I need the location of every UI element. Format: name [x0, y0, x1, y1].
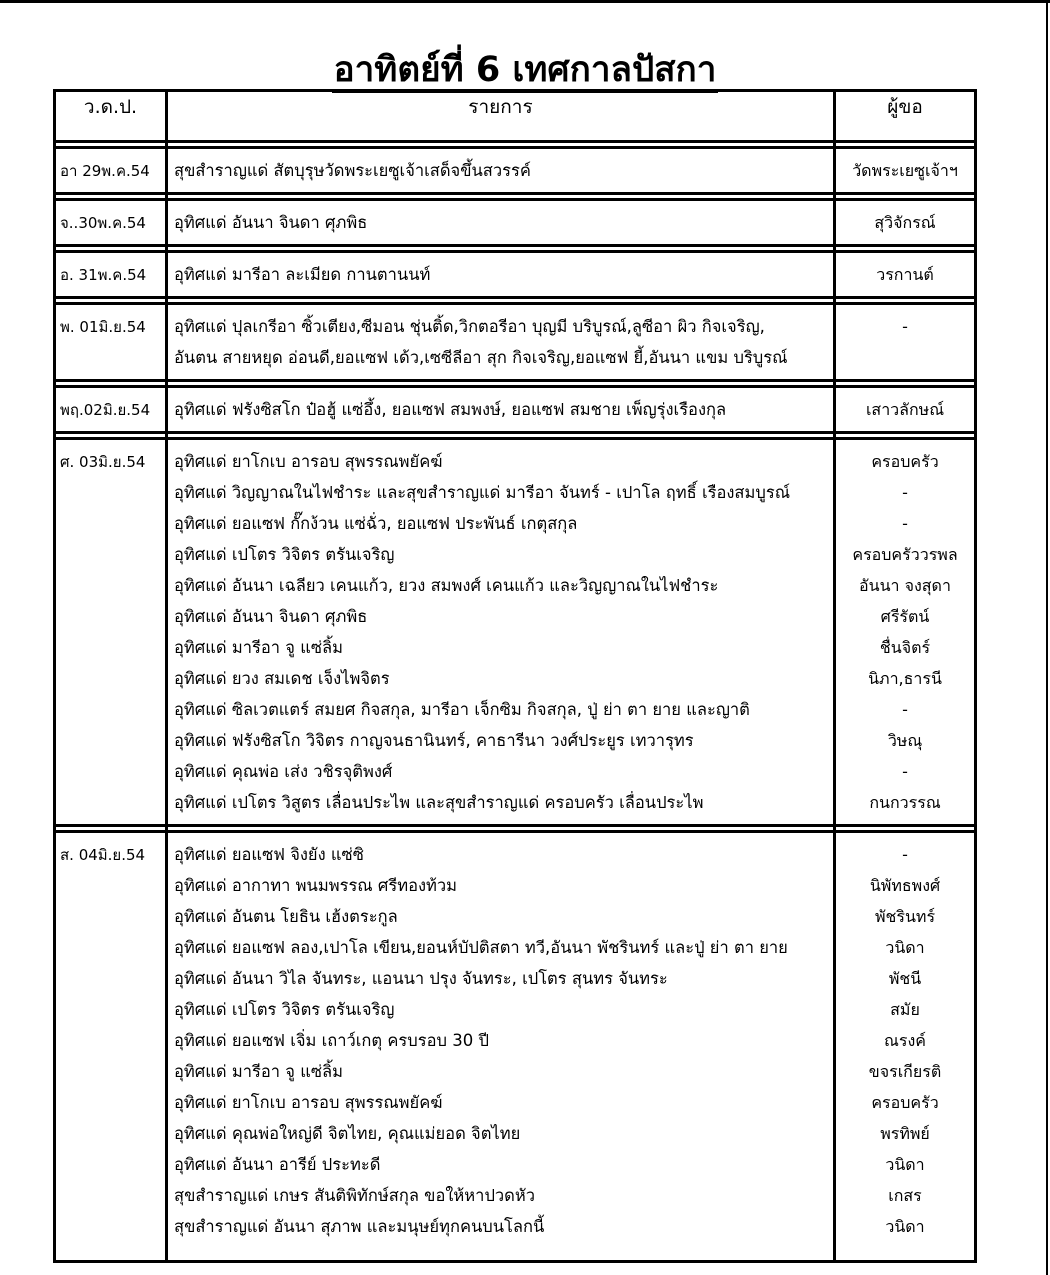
requester-line: เกสร: [888, 1186, 922, 1205]
row-requesters: [835, 387, 976, 433]
requester-line: ครอบครัว: [871, 452, 939, 471]
item-line: อุทิศแด่ มารีอา ละเมียด กานตานนท์: [174, 265, 431, 284]
item-line: อุทิศแด่ อันนา จินดา ศุภพิธ: [174, 607, 368, 626]
requester-line: วนิดา: [885, 1217, 925, 1236]
requester-line: สุวิจักรณ์: [874, 213, 936, 232]
requester-line: พัชนี: [888, 969, 922, 988]
requester-line: วรกานต์: [876, 265, 934, 284]
requester-line: กนกวรรณ: [869, 793, 941, 812]
requester-line: พัชรินทร์: [874, 907, 936, 926]
item-line: อุทิศแด่ เปโตร วิสูตร เลื่อนประไพ และสุขสำราญแด่ ครอบครัว เลื่อนประไพ: [174, 793, 704, 812]
item-line: อันตน สายหยุด อ่อนดี,ยอแซฟ เด้ว,เซซีลีอา สุก กิจเจริญ,ยอแซฟ ยี้,อันนา แขม บริบูรณ์: [174, 348, 788, 367]
item-line: อุทิศแด่ ปุลเกรีอา ซิ้วเตียง,ซีมอน ชุ่นติ้ด,วิกตอรีอา บุญมี บริบูรณ์,ลูซีอา ผิว กิจเจริญ,: [174, 317, 765, 336]
header-items: รายการ: [167, 91, 835, 142]
row-requesters: [835, 148, 976, 194]
page-title: อาทิตย์ที่ 6 เทศกาลปัสกา: [0, 44, 1050, 96]
row-items: [167, 304, 835, 381]
item-line: สุขสำราญแด่ สัตบุรุษวัดพระเยซูเจ้าเสด็จขึ้นสวรรค์: [174, 161, 531, 180]
item-line: อุทิศแด่ ฟรังซิสโก วิจิตร กาญจนธานินทร์, คาธารีนา วงศ์ประยูร เทวารุทร: [174, 731, 694, 750]
row-items: [167, 200, 835, 246]
row-date: ศ. 03มิ.ย.54: [55, 439, 167, 826]
table-row: [55, 832, 976, 1262]
requester-line: [836, 342, 974, 373]
schedule-table: [53, 89, 977, 1263]
item-line: สุขสำราญแด่ เกษร สันติพิทักษ์สกุล ขอให้หาปวดหัว: [174, 1186, 536, 1205]
item-line: อุทิศแด่ ยอแซฟ จิงยัง แซ่ซิ: [174, 845, 364, 864]
item-line: อุทิศแด่ เปโตร วิจิตร ตรันเจริญ: [174, 545, 395, 564]
table-row: [55, 387, 976, 433]
row-items: [167, 387, 835, 433]
row-items: [167, 832, 835, 1262]
item-line: อุทิศแด่ มารีอา จู แซ่ลิ้ม: [174, 1062, 344, 1081]
requester-line: สมัย: [890, 1000, 920, 1019]
row-items: [167, 252, 835, 298]
item-line: อุทิศแด่ วิญญาณในไฟชำระ และสุขสำราญแด่ มารีอา จันทร์ - เปาโล ฤทธิ์ เรืองสมบูรณ์: [174, 483, 791, 502]
item-line: อุทิศแด่ ฟรังซิสโก ป๋อฮู้ แซ่อึ้ง, ยอแซฟ สมพงษ์, ยอแซฟ สมชาย เพ็ญรุ่งเรืองกุล: [174, 400, 727, 419]
row-requesters: [835, 252, 976, 298]
row-date: อา 29พ.ค.54: [55, 148, 167, 194]
row-items: [167, 439, 835, 826]
row-date: พฤ.02มิ.ย.54: [55, 387, 167, 433]
item-line: อุทิศแด่ อันนา เฉลียว เคนแก้ว, ยวง สมพงศ์ เคนแก้ว และวิญญาณในไฟชำระ: [174, 576, 719, 595]
requester-line: -: [902, 762, 908, 781]
requester-line: นิพัทธพงศ์: [869, 876, 941, 895]
top-border-line: [0, 0, 1050, 3]
item-line: อุทิศแด่ อันนา อารีย์ ประทะดี: [174, 1155, 381, 1174]
item-line: อุทิศแด่ อันนา วิไล จันทระ, แอนนา ปรุง จันทระ, เปโตร สุนทร จันทระ: [174, 969, 668, 988]
requester-line: พรทิพย์: [880, 1124, 930, 1143]
requester-line: วิษณุ: [887, 731, 923, 750]
row-date: อ. 31พ.ค.54: [55, 252, 167, 298]
requester-line: -: [902, 483, 908, 502]
header-date: ว.ด.ป.: [55, 91, 167, 142]
right-border-line: [1046, 0, 1048, 1275]
item-line: อุทิศแด่ คุณพ่อ เส่ง วชิรจุติพงศ์: [174, 762, 393, 781]
requester-line: เสาวลักษณ์: [865, 400, 945, 419]
requester-line: -: [902, 514, 908, 533]
table-row: [55, 252, 976, 298]
item-line: อุทิศแด่ มารีอา จู แซ่ลิ้ม: [174, 638, 344, 657]
requester-line: ชื่นจิตร์: [879, 638, 931, 657]
item-line: อุทิศแด่ อันนา จินดา ศุภพิธ: [174, 213, 368, 232]
row-requesters: [835, 200, 976, 246]
requester-line: ครอบครัววรพล: [852, 545, 958, 564]
requester-line: -: [902, 317, 908, 336]
item-line: อุทิศแด่ คุณพ่อใหญ่ดี จิตไทย, คุณแม่ยอด จิตไทย: [174, 1124, 521, 1143]
item-line: อุทิศแด่ ยอแซฟ กั๊กง้วน แซ่ฉั่ว, ยอแซฟ ประพันธ์ เกตุสกุล: [174, 514, 578, 533]
row-date: พ. 01มิ.ย.54: [55, 304, 167, 381]
requester-line: ศรีรัตน์: [880, 607, 930, 626]
row-date: จ..30พ.ค.54: [55, 200, 167, 246]
requester-line: วัดพระเยซูเจ้าฯ: [852, 161, 958, 180]
requester-line: ณรงค์: [884, 1031, 926, 1050]
table-row: [55, 304, 976, 381]
row-date: ส. 04มิ.ย.54: [55, 832, 167, 1262]
item-line: อุทิศแด่ อันตน โยธิน เฮ้งตระกูล: [174, 907, 398, 926]
row-requesters: [835, 304, 976, 381]
item-line: อุทิศแด่ เปโตร วิจิตร ตรันเจริญ: [174, 1000, 395, 1019]
requester-line: อันนา จงสุดา: [859, 576, 951, 595]
requester-line: นิภา,ธารนี: [868, 669, 942, 688]
item-line: อุทิศแด่ ยาโกเบ อารอบ สุพรรณพยัคฆ์: [174, 452, 443, 471]
table-header-row: [55, 91, 976, 142]
item-line: อุทิศแด่ ยาโกเบ อารอบ สุพรรณพยัคฆ์: [174, 1093, 443, 1112]
item-line: อุทิศแด่ ยอแซฟ ลอง,เปาโล เขียน,ยอนห์บัปติสตา ทวี,อันนา พัชรินทร์ และปู่ ย่า ตา ยาย: [174, 938, 788, 957]
table-row: [55, 200, 976, 246]
item-line: อุทิศแด่ อากาทา พนมพรรณ ศรีทองท้วม: [174, 876, 458, 895]
requester-line: ครอบครัว: [871, 1093, 939, 1112]
requester-line: -: [902, 700, 908, 719]
row-requesters: [835, 439, 976, 826]
requester-line: วนิดา: [885, 1155, 925, 1174]
item-line: สุขสำราญแด่ อันนา สุภาพ และมนุษย์ทุกคนบนโลกนี้: [174, 1217, 545, 1236]
row-requesters: [835, 832, 976, 1262]
requester-line: วนิดา: [885, 938, 925, 957]
item-line: อุทิศแด่ ยอแซฟ เจิ่ม เถาว์เกตุ ครบรอบ 30 ปี: [174, 1031, 489, 1050]
table-row: [55, 148, 976, 194]
item-line: อุทิศแด่ ซิลเวตแตร์ สมยศ กิจสกุล, มารีอา เจ็กซิม กิจสกุล, ปู่ ย่า ตา ยาย และญาติ: [174, 700, 750, 719]
row-items: [167, 148, 835, 194]
requester-line: -: [902, 845, 908, 864]
item-line: อุทิศแด่ ยวง สมเดช เจ็งไพจิตร: [174, 669, 390, 688]
table-row: [55, 439, 976, 826]
requester-line: ขจรเกียรติ: [868, 1062, 942, 1081]
header-requester: ผู้ขอ: [835, 91, 976, 142]
